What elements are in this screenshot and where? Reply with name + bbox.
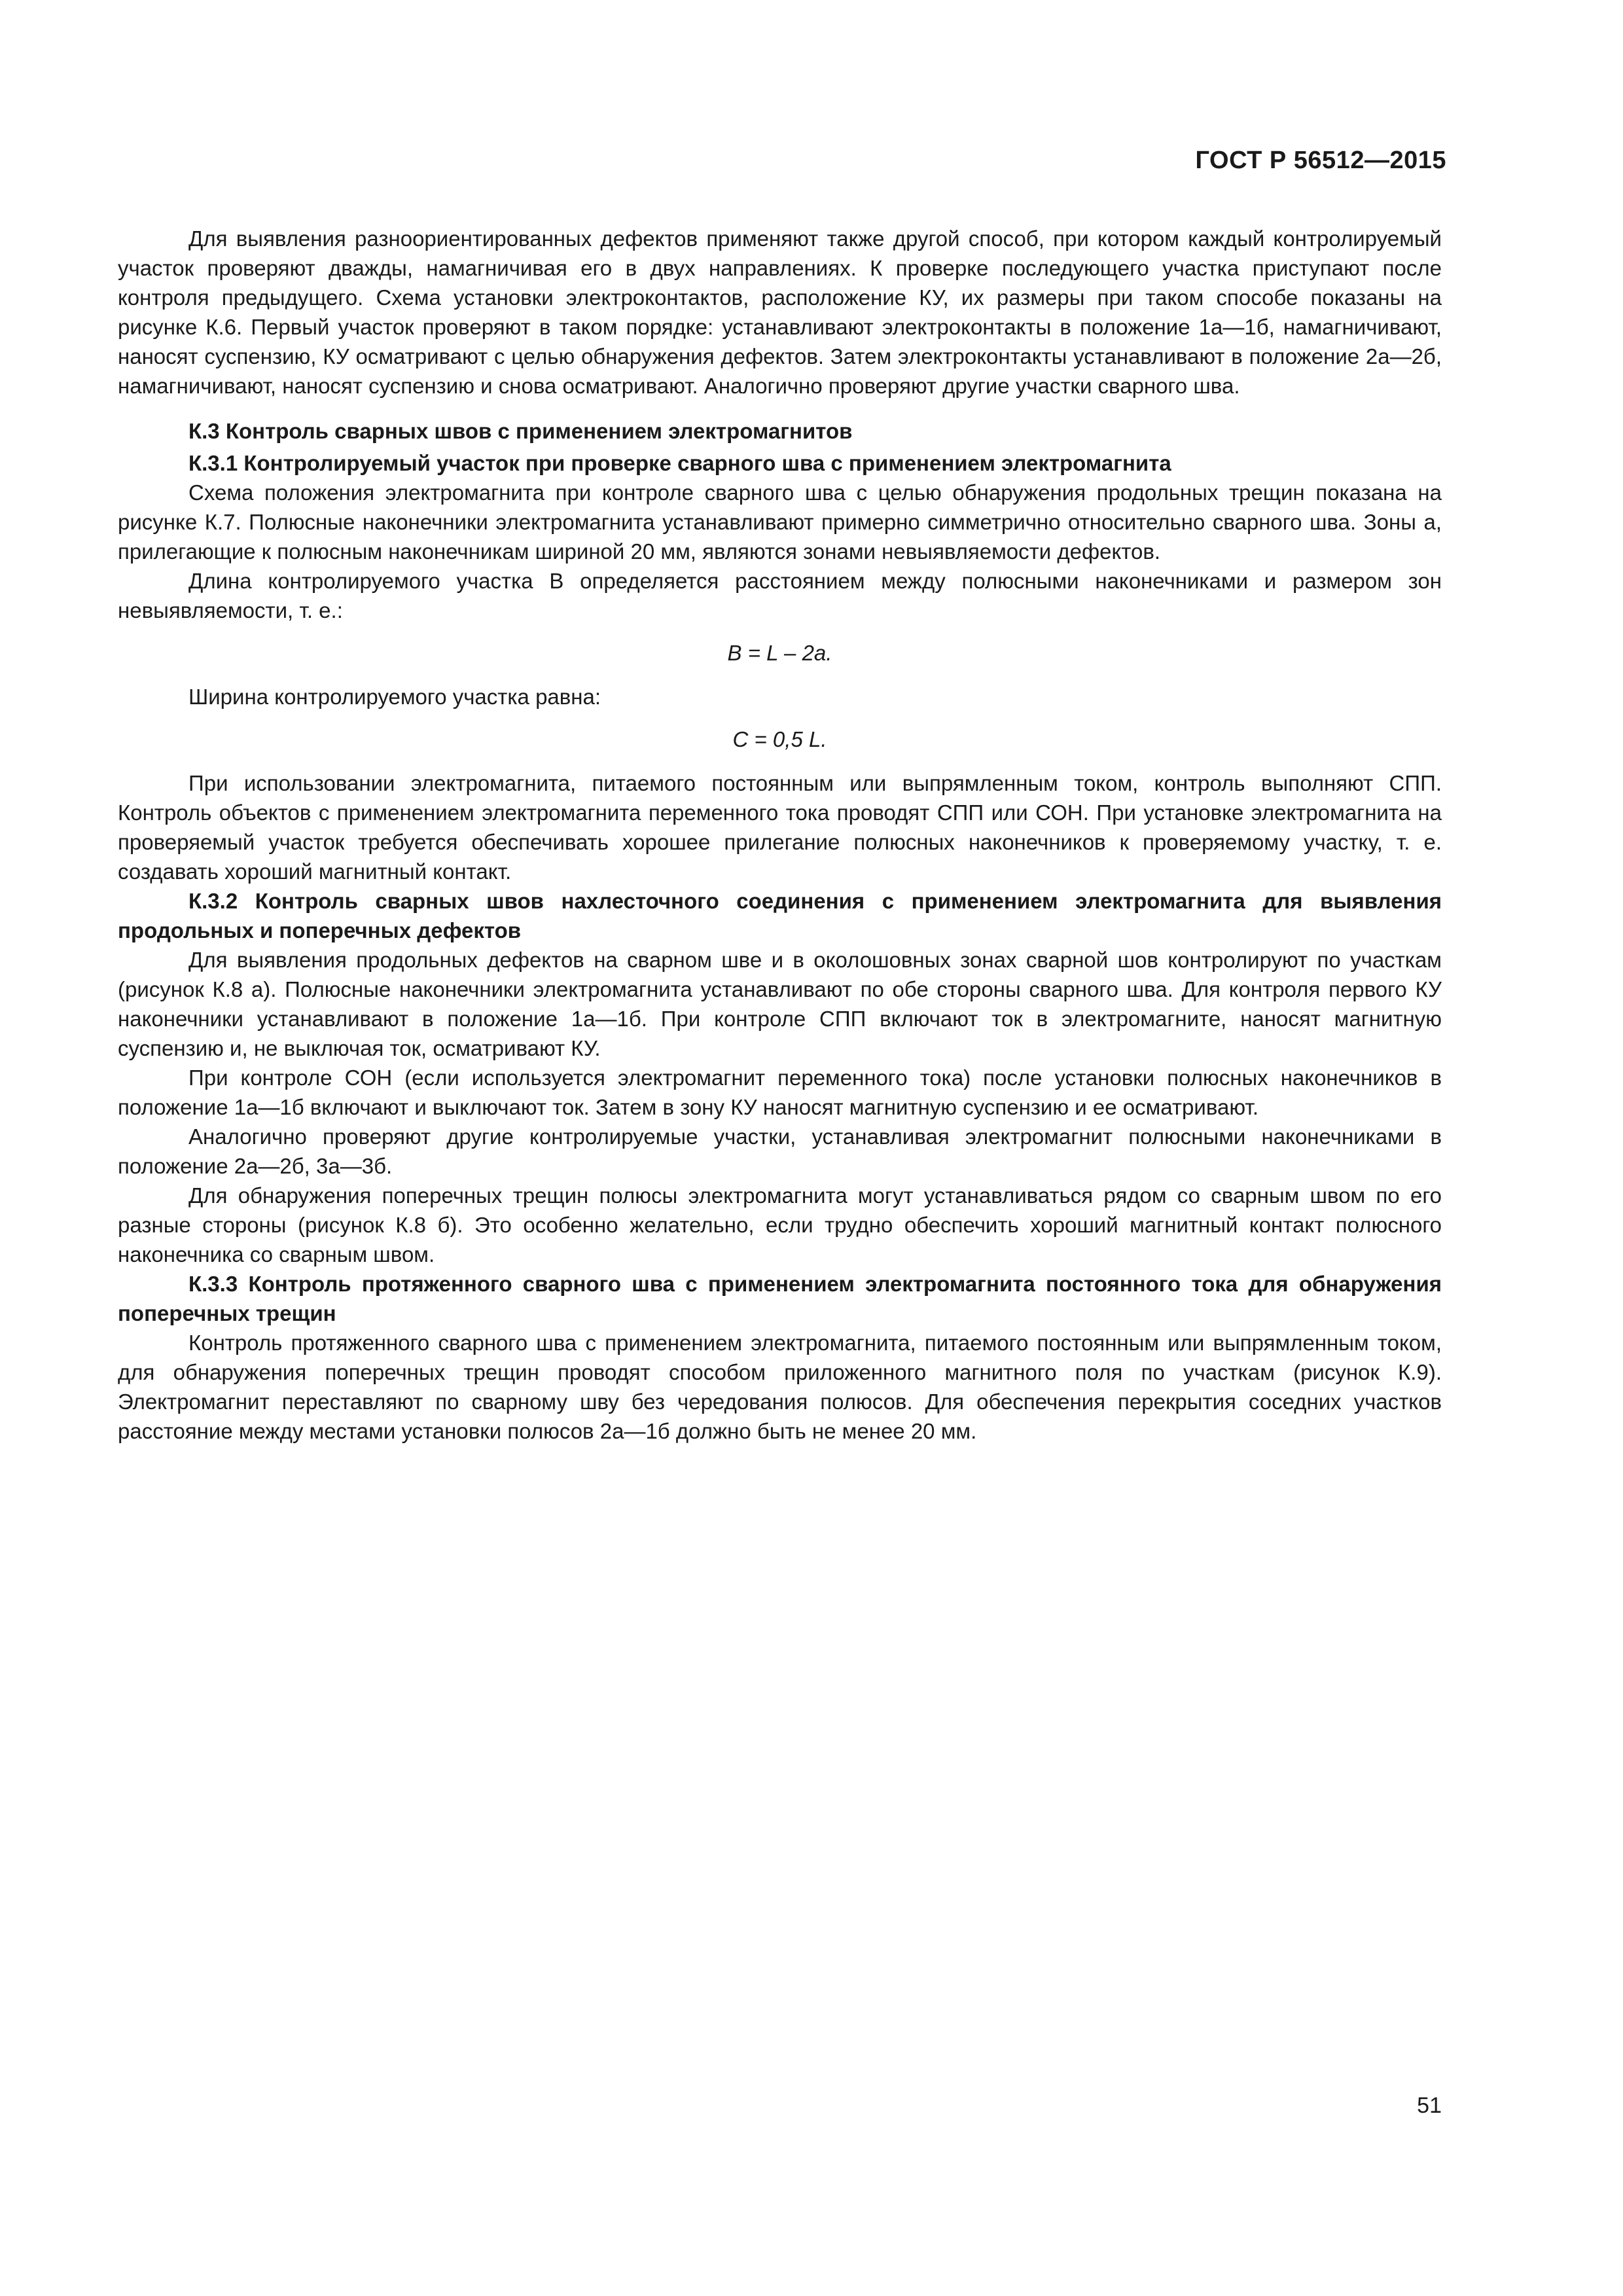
paragraph-width-definition: Ширина контролируемого участка равна: — [188, 685, 601, 709]
section-heading-k3-3: К.3.3 Контроль протяженного сварного шва с применением электромагнита постоянного тока для обнаружения поперечных трещин — [118, 1272, 1442, 1325]
section-heading-k3: К.3 Контроль сварных швов с применением электромагнитов — [188, 419, 853, 443]
paragraph-electromagnet-scheme: Схема положения электромагнита при контроле сварного шва с целью обнаружения продольных трещин показана на рисунке К.7. Полюсные наконечники электромагнита устанавливают примерно симметрично относительно сварного шва. Зоны a, прилегающие к полюсным наконечникам шириной 20 мм, являются зонами невыявляемости дефектов. — [118, 480, 1442, 564]
section-heading-k3-2: К.3.2 Контроль сварных швов нахлесточного соединения с применением электромагнита для выявления продольных и поперечных дефектов — [118, 889, 1442, 942]
document-code: ГОСТ Р 56512—2015 — [1195, 147, 1446, 174]
paragraph-alternate-method: Для выявления разноориентированных дефектов применяют также другой способ, при котором каждый контролируемый участок проверяют дважды, намагничивая его в двух направлениях. К проверке последующего участка приступают после контроля предыдущего. Схема установки электроконтактов, расположение КУ, их размеры при таком способе показаны на рисунке К.6. Первый участок проверяют в таком порядке: устанавливают электроконтакты в положение 1а—1б, намагничивают, наносят суспензию, КУ осматривают с целью обнаружения дефектов. Затем электроконтакты устанавливают в положение 2а—2б, намагничивают, наносят суспензию и снова осматривают. Аналогично проверяют другие участки сварного шва. — [118, 226, 1442, 398]
paragraph-length-definition: Длина контролируемого участка B определяется расстоянием между полюсными наконечниками и размером зон невыявляемости, т. е.: — [118, 569, 1442, 622]
page-number: 51 — [1417, 2093, 1442, 2118]
page-body — [118, 224, 1442, 1446]
formula-width: C = 0,5 L. — [732, 727, 827, 751]
formula-length: B = L – 2a. — [727, 641, 832, 665]
paragraph-son-control: При контроле СОН (если используется электромагнит переменного тока) после установки полюсных наконечников в положение 1а—1б включают и выключают ток. Затем в зону КУ наносят магнитную суспензию и ее осматривают. — [118, 1066, 1442, 1119]
paragraph-current-types: При использовании электромагнита, питаемого постоянным или выпрямленным током, контроль выполняют СПП. Контроль объектов с применением электромагнита переменного тока проводят СПП или СОН. При установке электромагнита на проверяемый участок требуется обеспечивать хорошее прилегание полюсных наконечников к проверяемому участку, т. е. создавать хороший магнитный контакт. — [118, 771, 1442, 884]
section-heading-k3-1: К.3.1 Контролируемый участок при проверке сварного шва с применением электромагнита — [188, 451, 1171, 475]
paragraph-transverse-cracks: Для обнаружения поперечных трещин полюсы электромагнита могут устанавливаться рядом со сварным швом по его разные стороны (рисунок К.8 б). Это особенно желательно, если трудно обеспечить хороший магнитный контакт полюсного наконечника со сварным швом. — [118, 1183, 1442, 1266]
paragraph-other-areas: Аналогично проверяют другие контролируемые участки, устанавливая электромагнит полюсными наконечниками в положение 2а—2б, 3а—3б. — [118, 1124, 1442, 1178]
paragraph-longitudinal-defects: Для выявления продольных дефектов на сварном шве и в околошовных зонах сварной шов контролируют по участкам (рисунок К.8 а). Полюсные наконечники электромагнита устанавливают по обе стороны сварного шва. Для контроля первого КУ наконечники устанавливают в положение 1а—1б. При контроле СПП включают ток в электромагните, наносят магнитную суспензию и, не выключая ток, осматривают КУ. — [118, 948, 1442, 1060]
paragraph-extended-weld: Контроль протяженного сварного шва с применением электромагнита, питаемого постоянным или выпрямленным током, для обнаружения поперечных трещин проводят способом приложенного магнитного поля по участкам (рисунок К.9). Электромагнит переставляют по сварному шву без чередования полюсов. Для обеспечения перекрытия соседних участков расстояние между местами установки полюсов 2а—1б должно быть не менее 20 мм. — [118, 1331, 1442, 1443]
